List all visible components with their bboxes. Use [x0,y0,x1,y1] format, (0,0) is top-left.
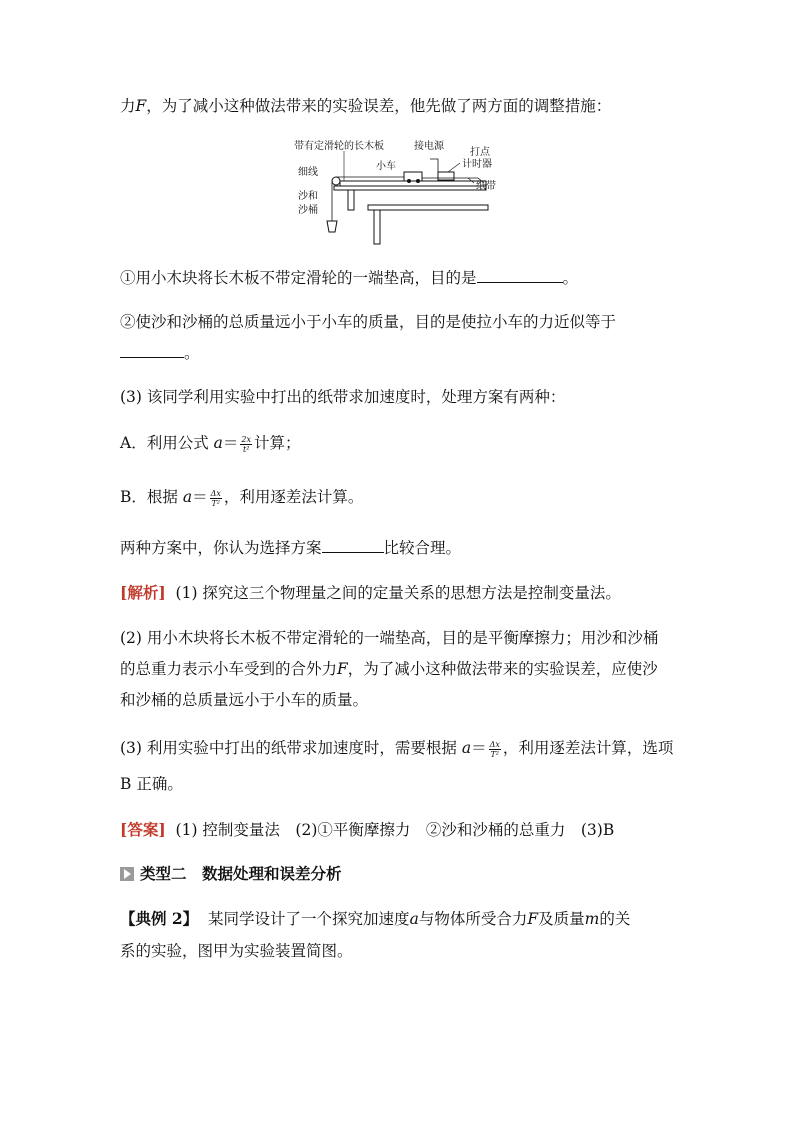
fraction-num: Δx [210,488,221,498]
label-board: 带有定滑轮的长木板 [294,141,384,152]
formula-var: a [213,434,223,452]
label-power: 接电源 [414,141,444,152]
text: ，利用逐差法计算，选项 [502,739,674,757]
question-line-4 [120,343,200,363]
answer-line [120,820,614,840]
text: 的总重力表示小车受到的合外力 [120,660,338,678]
text: ，利用逐差法计算。 [223,488,364,506]
text: 的关 [599,910,631,928]
fraction-num: Δx [489,739,500,749]
leader [448,163,460,172]
text: 与物体所受合力 [418,910,528,928]
formula-fraction [210,489,222,508]
example-line-1 [120,909,630,929]
text: 两种方案中，你认为选择方案 [120,539,322,557]
formula-fraction [240,435,252,454]
option-b [120,487,363,508]
question-line-8 [120,538,461,558]
example-tag: 【典例 2】 [120,909,199,928]
text: ，为了减小这种做法带来的实验误差，他先做了两方面的调整措施： [146,97,612,115]
answer-text: (1) 控制变量法 (2)①平衡摩擦力 ②沙和沙桶的总重力 (3)B [175,821,615,839]
label-timer-2: 计时器 [462,159,492,170]
table-top [368,205,488,210]
question-line-1 [120,96,611,116]
label-tape: 纸带 [476,181,496,192]
text: ①用小木块将长木板不带定滑轮的一端垫高，目的是 [120,269,477,287]
label-string: 细线 [298,167,318,178]
board-edge [334,186,486,190]
answer-blank[interactable] [322,538,384,553]
question-line-5: (3) 该同学利用实验中打出的纸带求加速度时，处理方案有两种： [120,388,566,406]
text: 。 [562,269,579,287]
section-title: 类型二 数据处理和误差分析 [140,865,342,883]
fraction-den: t² [243,444,250,454]
formula-fraction [489,740,501,759]
text: ，为了减小这种做法带来的实验误差，应使沙 [347,660,658,678]
analysis-p3-l2: B 正确。 [120,775,183,793]
formula-eq: ＝ [471,739,487,757]
text: A．利用公式 [120,434,209,452]
text: 比较合理。 [383,539,462,557]
formula-eq: ＝ [192,488,208,506]
answer-blank[interactable] [477,268,563,283]
var-F: F [527,910,539,928]
label-cart: 小车 [376,161,396,172]
formula-var: a [182,488,193,506]
text: 及质量 [538,910,585,928]
section-heading [120,864,342,884]
text: 计算； [254,434,301,452]
apparatus-diagram [288,137,508,247]
label-sand-1: 沙和 [298,191,318,202]
fraction-num: 2x [241,434,252,444]
answer-tag: [答案] [120,820,166,839]
cart-wheel [416,179,420,183]
play-triangle-icon [120,867,134,881]
analysis-p3-l1 [120,738,673,759]
analysis-p2-l3: 和沙桶的总质量远小于小车的质量。 [120,691,369,709]
analysis-p1 [120,583,621,603]
analysis-tag: [解析] [120,583,166,602]
question-line-3: ②使沙和沙桶的总质量远小于小车的质量，目的是使拉小车的力近似等于 [120,313,617,331]
text: (3) 利用实验中打出的纸带求加速度时，需要根据 [120,739,457,757]
table-leg-left [348,190,354,210]
fraction-den: T² [490,749,500,759]
cart-wheel [407,179,411,183]
var-m: m [584,910,600,928]
question-line-2 [120,268,578,288]
sand-bucket [327,221,337,232]
text: 力 [120,97,136,115]
timer [438,172,454,180]
analysis-p2-l1: (2) 用小木块将长木板不带定滑轮的一端垫高，目的是平衡摩擦力；用沙和沙桶 [120,629,659,647]
var-F: F [135,97,147,115]
table-leg [374,210,380,244]
answer-blank[interactable] [120,343,184,358]
power-cord [430,159,438,172]
var-F: F [337,660,348,678]
option-a [120,433,301,454]
long-board [340,181,486,186]
text: (1) 探究这三个物理量之间的定量关系的思想方法是控制变量法。 [175,584,621,602]
var-a: a [409,910,419,928]
pulley [332,177,340,185]
label-timer-1: 打点 [470,147,490,158]
analysis-p2-l2 [120,659,658,679]
text: 某同学设计了一个探究加速度 [208,910,410,928]
fraction-den: T² [211,498,221,508]
label-sand-2: 沙桶 [298,205,318,216]
formula-var: a [461,739,472,757]
formula-eq: ＝ [222,434,239,452]
text: 。 [184,344,200,362]
example-line-2: 系的实验，图甲为实验装置简图。 [120,942,353,960]
text: B．根据 [120,488,178,506]
